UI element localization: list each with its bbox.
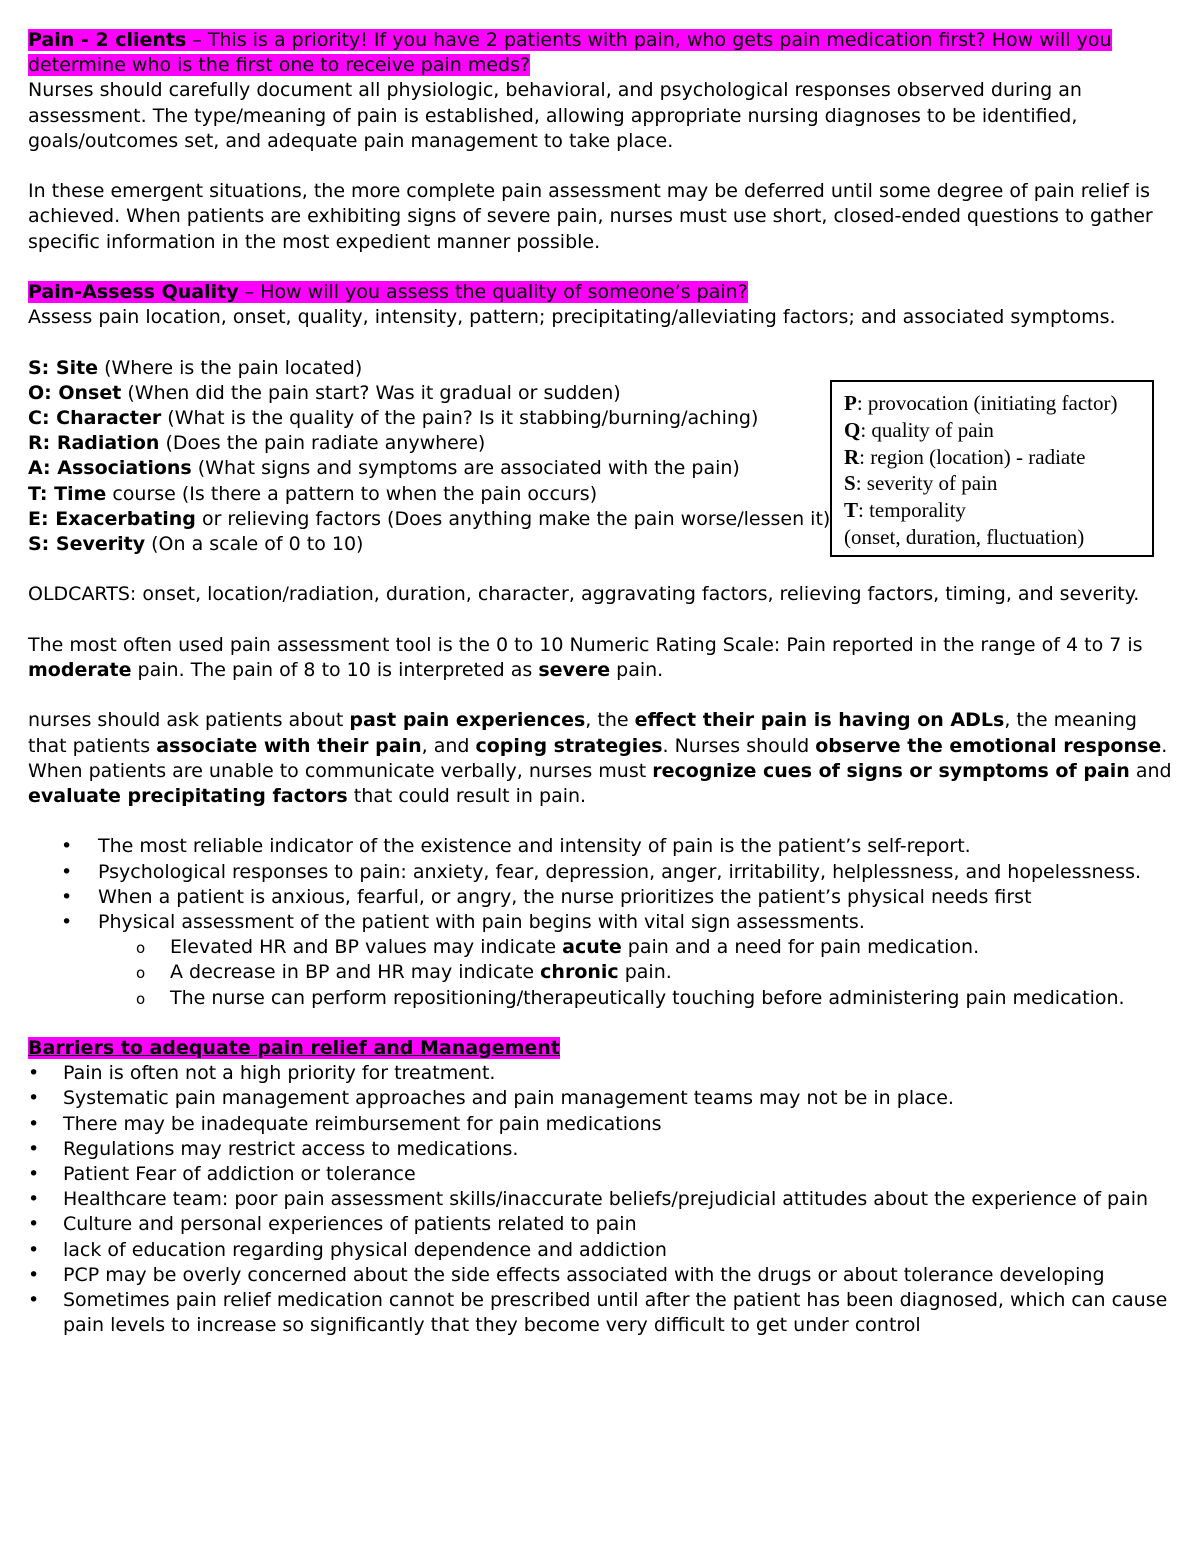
- pqrst-box: [830, 380, 1154, 557]
- paragraph-document-responses: Nurses should carefully document all physiologic, behavioral, and psychological responses observed during an assessment. The type/meaning of pain is established, allowing appropriate nursing diagnoses to be identified, goals/outcomes set, and adequate pain management to take place.: [28, 79, 1082, 152]
- socrates-item: A: Associations (What signs and symptoms are associated with the pain): [28, 457, 740, 480]
- list-item: • Pain is often not a high priority for treatment.: [28, 1061, 1173, 1086]
- pqrst-item: P: provocation (initiating factor): [844, 391, 1118, 415]
- paragraph-assess-intro: Assess pain location, onset, quality, intensity, pattern; precipitating/alleviating factors; and associated symptoms.: [28, 306, 1116, 329]
- document-page: [28, 28, 1173, 1338]
- socrates-item: E: Exacerbating or relieving factors (Does anything make the pain worse/lessen it): [28, 507, 831, 530]
- socrates-item: O: Onset (When did the pain start? Was it gradual or sudden): [28, 381, 621, 404]
- pqrst-item: (onset, duration, fluctuation): [844, 524, 1085, 549]
- list-item: • PCP may be overly concerned about the side effects associated with the drugs or about tolerance developing: [28, 1263, 1173, 1288]
- list-item: o The nurse can perform repositioning/therapeutically touching before administering pain medication.: [28, 986, 1173, 1011]
- list-item: o Elevated HR and BP values may indicate acute pain and a need for pain medication.: [28, 935, 1173, 960]
- socrates-item: S: Severity (On a scale of 0 to 10): [28, 533, 364, 556]
- paragraph-nurses-should-ask: nurses should ask patients about past pain experiences, the effect their pain is having on ADLs, the meaning that patients associate with their pain, and coping strategies. Nurses should observe the emotional response. When patients are unable to communicate verbally, nurses must recognize cues of signs or symptoms of pain and evaluate precipitating factors that could result in pain.: [28, 709, 1172, 807]
- list-item: • Culture and personal experiences of patients related to pain: [28, 1212, 1173, 1237]
- paragraph-oldcarts: OLDCARTS: onset, location/radiation, duration, character, aggravating factors, relieving factors, timing, and severity.: [28, 583, 1140, 606]
- list-item: • Patient Fear of addiction or tolerance: [28, 1162, 1173, 1187]
- pqrst-item: R: region (location) - radiate: [844, 444, 1086, 469]
- list-item: • There may be inadequate reimbursement for pain medications: [28, 1112, 1173, 1137]
- socrates-item: T: Time course (Is there a pattern to when the pain occurs): [28, 482, 598, 505]
- list-item: o A decrease in BP and HR may indicate chronic pain.: [28, 960, 1173, 985]
- pain-facts-list: [28, 834, 1173, 935]
- list-item: • lack of education regarding physical dependence and addiction: [28, 1238, 1173, 1263]
- list-item: • The most reliable indicator of the existence and intensity of pain is the patient’s self-report.: [28, 834, 1173, 859]
- pqrst-item: Q: quality of pain: [844, 417, 994, 442]
- barriers-list: [28, 1061, 1173, 1338]
- list-item: • Healthcare team: poor pain assessment skills/inaccurate beliefs/prejudicial attitudes about the experience of pain: [28, 1187, 1173, 1212]
- heading-pain-2-clients: Pain - 2 clients – This is a priority! If you have 2 patients with pain, who gets pain medication first? How will you determine who is the first one to receive pain meds?: [28, 29, 1112, 77]
- pqrst-item: T: temporality: [844, 498, 966, 523]
- heading-pain-assess-quality: Pain-Assess Quality – How will you assess the quality of someone’s pain?: [28, 281, 748, 303]
- socrates-item: C: Character (What is the quality of the pain? Is it stabbing/burning/aching): [28, 407, 759, 429]
- socrates-item: R: Radiation (Does the pain radiate anywhere): [28, 432, 486, 455]
- list-item: • Physical assessment of the patient with pain begins with vital sign assessments.: [28, 910, 1173, 935]
- list-item: • Systematic pain management approaches and pain management teams may not be in place.: [28, 1086, 1173, 1111]
- heading-barriers: Barriers to adequate pain relief and Management: [28, 1037, 560, 1059]
- socrates-item: S: Site (Where is the pain located): [28, 356, 363, 379]
- list-item: • Regulations may restrict access to medications.: [28, 1137, 1173, 1162]
- paragraph-emergent-situations: In these emergent situations, the more complete pain assessment may be deferred until some degree of pain relief is achieved. When patients are exhibiting signs of severe pain, nurses must use short, closed-ended questions to gather specific information in the most expedient manner possible.: [28, 180, 1153, 253]
- list-item: • Sometimes pain relief medication cannot be prescribed until after the patient has been diagnosed, which can cause pain levels to increase so significantly that they become very difficult to get under control: [28, 1288, 1173, 1338]
- list-item: • When a patient is anxious, fearful, or angry, the nurse prioritizes the patient’s physical needs first: [28, 885, 1173, 910]
- pqrst-item: S: severity of pain: [844, 471, 998, 496]
- paragraph-rating-scale: The most often used pain assessment tool is the 0 to 10 Numeric Rating Scale: Pain reported in the range of 4 to 7 is moderate pain. The pain of 8 to 10 is interpreted as severe pain.: [28, 633, 1143, 681]
- list-item: • Psychological responses to pain: anxiety, fear, depression, anger, irritability, helplessness, and hopelessness.: [28, 860, 1173, 885]
- vital-signs-sublist: [28, 935, 1173, 1011]
